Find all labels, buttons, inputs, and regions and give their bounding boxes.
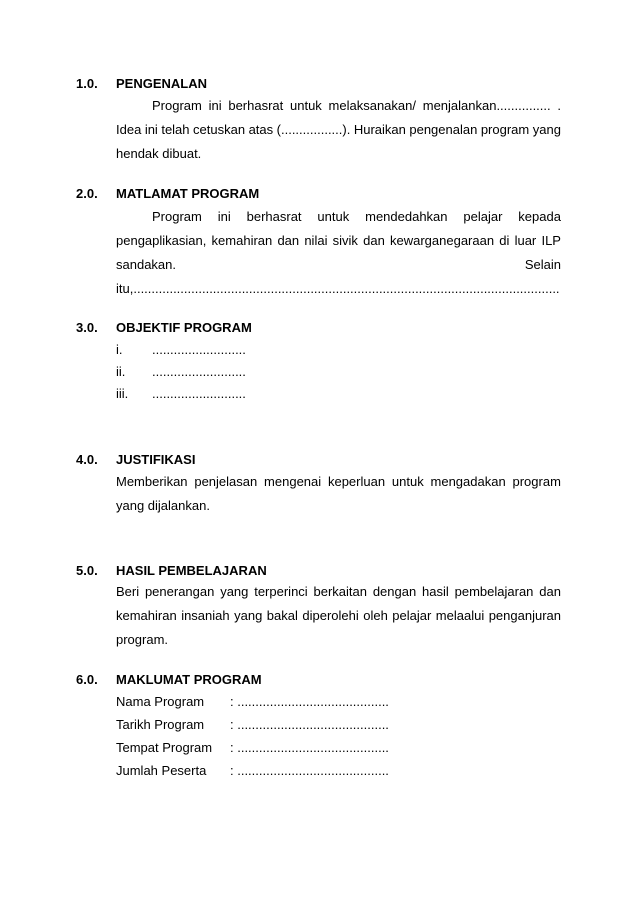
section-heading: PENGENALAN (116, 76, 208, 91)
section-number: 4.0. (76, 452, 98, 467)
info-field-nama-program (116, 694, 389, 714)
info-field-tarikh-program (116, 717, 389, 737)
word: pelajar (392, 608, 432, 623)
section-body (116, 580, 561, 652)
section-heading: HASIL PEMBELAJARAN (116, 563, 267, 578)
word: program (480, 122, 530, 137)
word: atas (248, 122, 274, 137)
word: Beri (116, 584, 140, 599)
word: berkaitan (313, 584, 367, 599)
word: penerangan (144, 584, 215, 599)
word: diperolehi (302, 608, 359, 623)
word: pelajar (463, 209, 503, 224)
word: untuk (391, 474, 424, 489)
section-heading: MATLAMAT PROGRAM (116, 186, 260, 201)
word: Huraikan (353, 122, 406, 137)
word: ini (144, 122, 158, 137)
field-label: Tempat Program (116, 740, 213, 755)
word: mengadakan (430, 474, 506, 489)
word: ILP (541, 233, 561, 248)
word: penganjuran (488, 608, 561, 623)
word: telah (161, 122, 190, 137)
word: sivik (332, 233, 358, 248)
word: untuk (317, 209, 350, 224)
word: terperinci (254, 584, 308, 599)
word: Program (152, 209, 202, 224)
section-heading: MAKLUMAT PROGRAM (116, 672, 262, 687)
word: kepada (518, 209, 561, 224)
section-number: 2.0. (76, 186, 98, 201)
word: (.................). (276, 122, 351, 137)
word: mendedahkan (365, 209, 448, 224)
word: berhasrat (228, 98, 284, 113)
section-number: 5.0. (76, 563, 98, 578)
objective-item (116, 364, 246, 384)
word: dan (539, 584, 561, 599)
word: yang (220, 584, 249, 599)
objective-placeholder: .......................... (152, 364, 246, 379)
word: menjalankan............... (422, 98, 551, 113)
word: ini (217, 209, 231, 224)
body-line: yang dijalankan. (116, 498, 210, 513)
justified-line (116, 470, 561, 494)
word: Memberikan (116, 474, 188, 489)
word: hasil (422, 584, 449, 599)
word: bakal (266, 608, 298, 623)
word: . (557, 98, 561, 113)
word: program (512, 474, 561, 489)
word: kemahiran (116, 608, 177, 623)
objective-number: ii. (116, 364, 126, 379)
justified-line (116, 94, 561, 118)
word: di (499, 233, 510, 248)
info-field-tempat-program (116, 740, 389, 760)
body-line: itu,...................................................................................................................... (116, 281, 560, 296)
justified-line (116, 229, 561, 253)
field-value: : .......................................... (230, 694, 389, 709)
objective-item (116, 386, 246, 406)
word: dengan (372, 584, 417, 599)
word: melaksanakan/ (328, 98, 416, 113)
word: Idea (116, 122, 142, 137)
word: kemahiran (211, 233, 273, 248)
word: pembelajaran (454, 584, 534, 599)
word: oleh (363, 608, 388, 623)
body-line: hendak dibuat. (116, 146, 202, 161)
section-body (116, 470, 561, 518)
word: luar (514, 233, 537, 248)
section-body (116, 94, 561, 166)
word: dan (363, 233, 385, 248)
field-value: : .......................................... (230, 763, 389, 778)
objective-number: i. (116, 342, 123, 357)
section-heading: JUSTIFIKASI (116, 452, 196, 467)
word: melaalui (435, 608, 485, 623)
word: kewarganegaraan (390, 233, 495, 248)
field-value: : .......................................... (230, 717, 389, 732)
word: sandakan. (116, 257, 176, 272)
section-body (116, 205, 561, 301)
field-label: Tarikh Program (116, 717, 205, 732)
word: nilai (304, 233, 328, 248)
info-field-jumlah-peserta (116, 763, 389, 783)
word: yang (234, 608, 263, 623)
word: penjelasan (194, 474, 258, 489)
justified-line (116, 118, 561, 142)
word: pengenalan (409, 122, 478, 137)
body-line: program. (116, 632, 169, 647)
objective-item (116, 342, 246, 362)
word: mengenai (264, 474, 322, 489)
word: pengaplikasian, (116, 233, 207, 248)
objective-placeholder: .......................... (152, 386, 246, 401)
word: cetuskan (193, 122, 246, 137)
word: ini (208, 98, 222, 113)
field-label: Nama Program (116, 694, 205, 709)
section-heading: OBJEKTIF PROGRAM (116, 320, 252, 335)
section-number: 6.0. (76, 672, 98, 687)
section-number: 3.0. (76, 320, 98, 335)
word: Program (152, 98, 202, 113)
word: keperluan (327, 474, 386, 489)
word: dan (277, 233, 300, 248)
justified-line (116, 604, 561, 628)
justified-line (116, 205, 561, 229)
word: berhasrat (246, 209, 302, 224)
word: yang (532, 122, 561, 137)
field-label: Jumlah Peserta (116, 763, 207, 778)
word: untuk (290, 98, 322, 113)
section-number: 1.0. (76, 76, 98, 91)
field-value: : .......................................... (230, 740, 389, 755)
justified-line (116, 580, 561, 604)
objective-placeholder: .......................... (152, 342, 246, 357)
objective-number: iii. (116, 386, 129, 401)
word: Selain (524, 257, 561, 272)
justified-line (116, 253, 561, 277)
word: insaniah (181, 608, 230, 623)
